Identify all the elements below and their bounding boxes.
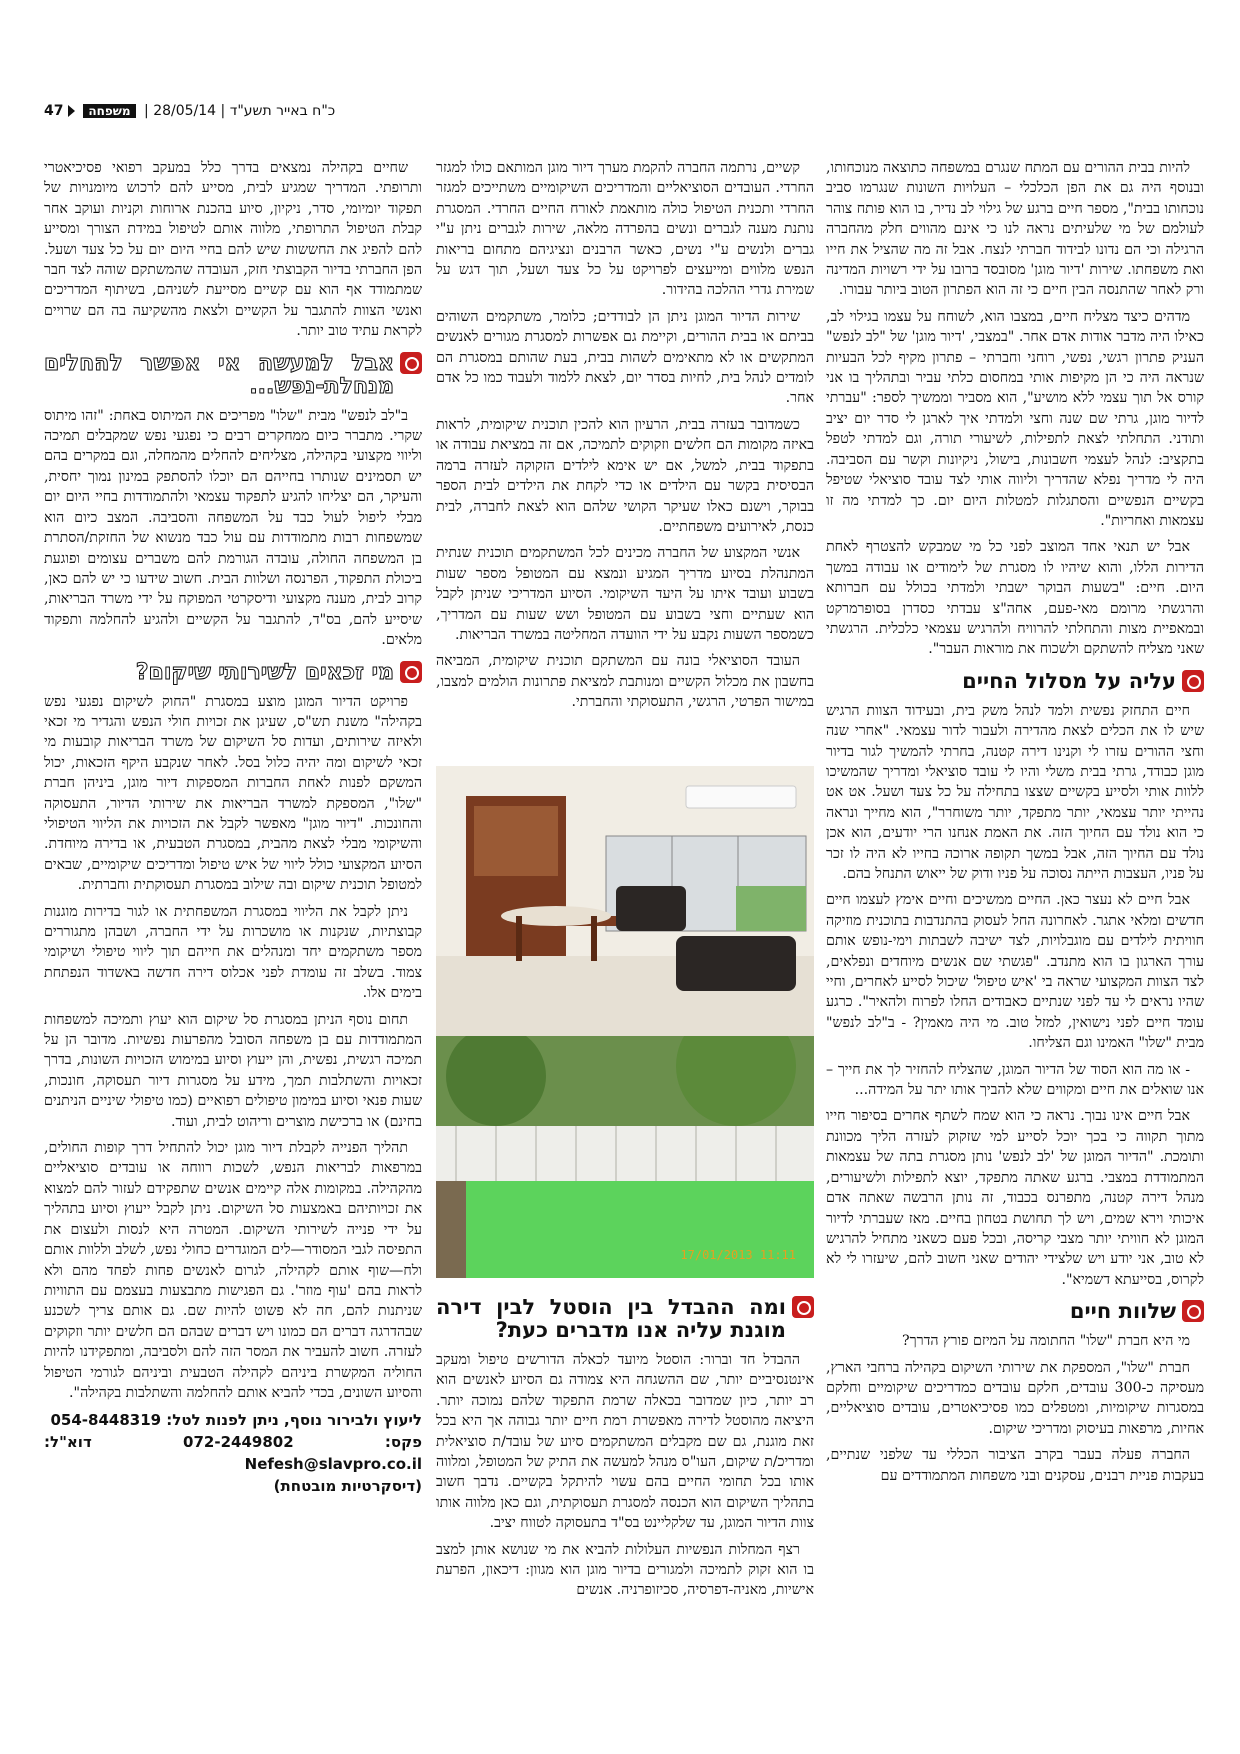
column-middle-bottom bbox=[436, 1286, 814, 1706]
page-number: 47 bbox=[44, 103, 64, 119]
column-middle bbox=[436, 158, 814, 758]
photo-date-stamp: 17/01/2013 11:11 bbox=[680, 1248, 796, 1262]
paragraph: ההבדל חד וברור: הוסטל מיועד לכאלה הדורשים טיפול ומעקב אינטנסיביים יותר, שם ההשגחה היא צמודה גם הסיוע לאנשים הוא רב יותר, כיון שמדובר בכאלה שרמת התפקוד שלהם נמוכה יותר. היציאה מהוסטל לדירה מאפשרת רמת חיים יותר גבוהה אך היא בכל זאת מוגנת, גם שם מקבלים המשתקמים סיוע של עובד/ת סוציאלית ומדריכ/ת שיקום, העו"ס מנהל למעשה את התיק של המטופל, ומלווה אותו בכל תחומי החיים בהם עשוי להיתקל בקשיים. נדבך חשוב בתהליך השיקום הוא הכנסה למסגרת תעסוקתית, וגם כאן מלווה אותו צוות הדיור המוגן, עד שלקליינט בס"ד בתעסוקה לטווח יציב. bbox=[436, 1352, 814, 1532]
page-header: 47 משפחה | 28/05/14 | כ"ח באייר תשע"ד bbox=[44, 103, 336, 119]
paragraph: מדהים כיצד מצליח חיים, במצבו הוא, לשוחח על עצמו בגילוי לב, כאילו היה מדבר אודות אדם אחר. "במצבי, 'דיור מוגן' של "לב לנפש" העניק פתרון רגשי, נפשי, רוחני וחברתי – פתרון מקיף לכל הבעיות שנראה היה כי הן מקיפות אותי במחסום כלתי עביר ובתהליך בו אני קורס אל תוך עצמי ללא מושיע", הוא מסביר וממשיך לספר: "עברתי לדיור מוגן, גרתי שם שנה וחצי ולמדתי איך לארגן לי סדר יום יציב ותודני. התחלתי לצאת לתפילות, לשיעורי תורה, וגם למדתי לטפל בתקציב: לנהל לעצמי חשבונות, בישול, ניקיונות וקשר עם הסביבה. היה לי מדריך נפלא שהדריך וליווה אותי לצד עובד סוציאלי שטיפל בקשיים הנפשיים והסתגלות למטלות היום יום. כך למדתי מה זו עצמאות ואחריות". bbox=[826, 308, 1204, 529]
paragraph: - או מה הוא הסוד של הדיור המוגן, שהצליח להחזיר לך את חייך – אנו שואלים את חיים ומקווים שלא להביך אותו יתר על המידה... bbox=[826, 1061, 1204, 1099]
paragraph: אבל יש תנאי אחד המוצב לפני כל מי שמבקש להצטרף לאחת הדירות הללו, והוא שיהיו לו מסגרת של לימודים או עבודה במשך היום. חיים: "בשעות הבוקר ישבתי ולמדתי בכולל עם חברותא והרגשתי מרומם מאי-פעם, אחה"צ עבדתי כסדרן בסופרמרקט ובמאפיית מצות והתחלתי להרוויח ולהרגיש עצמאי כלכלית. הרגשתי שאני מצליח להשתקם ולשכוח את מוראות העבר". bbox=[826, 539, 1204, 658]
heading-logo-icon bbox=[1182, 1300, 1204, 1322]
column-right bbox=[826, 158, 1204, 1718]
heading-logo-icon bbox=[400, 352, 422, 374]
paragraph: תהליך הפנייה לקבלת דיור מוגן יכול להתחיל דרך קופות החולים, במרפאות לבריאות הנפש, לשכות רווחה או עובדים סוציאליים מהקהילה. במקומות אלה קיימים אנשים שתפקידם לעזור להם למצוא את זכויותיהם באמצעות סל השיקום. ניתן לקבל ייעוץ וסיוע בתהליך על ידי פנייה לשירותי השיקום. המטרה היא לנסות ולעצום את התפיסה לגבי המסודר—לים המוגדרים כחולי נפש, לשלב וללוות אותם ולח—שוף אותם לקהילה, לגרום לאנשים פחות לפחד מהם ולא לראות בהם 'עוף מוזר'. גם הפגישות מתבצעות בעצמם עם התוויות שניתנות להם, חה לא פשוט להיות שם. גם אותם צריך לשכנע שבהדרגה דברים הם כמונו ויש דברים שבהם הם חלשים יותר וזקוקים לעזרה. חשוב להעביר את המסר הזה להם ולסביבה, ומתפקידנו להיות החוליה המקשרת ביניהם לקהילה הטבעית וביניהם לגורמי הטיפול והסיוע השונים, בכדי להביא אותם להחלמה והשתלבות בקהילה". bbox=[44, 1140, 422, 1401]
date-gregorian: 28/05/14 bbox=[153, 103, 217, 119]
contact-phone[interactable]: ליעוץ ולבירור נוסף, ניתן לפנות לטל: 054-8448319 bbox=[50, 1411, 422, 1430]
paragraph: להיות בבית ההורים עם המתח שנגרם במשפחה כתוצאה מנוכחותו, ובנוסף היה גם את הפן הכלכלי – העלויות השונות שנגרמו סביב נוכחותו בבית", מספר חיים ברגע של גילוי לב נדיר, בו הוא פותח צוהר לעולמם של מי שלעיתים נראה לנו כי אינם מהווים חלק מהחברה הרגילה וכי הם נדונו לבידוד חברתי לנצח. אבל זה מה שהציל את חייו ואת משפחתו. שירות 'דיור מוגן' מסובסד ברובו על ידי רשויות המדינה ורק לאחר שהתנסה הבין חיים כי זה הוא הפתרון הטוב ביותר עבורו. bbox=[826, 160, 1204, 299]
date-hebrew: כ"ח באייר תשע"ד bbox=[229, 103, 336, 119]
paragraph: ניתן לקבל את הליווי במסגרת המשפחתית או לגור בדירות מוגנות קבוצתיות, שנקנות או מושכרות על ידי החברה, ושבהן מתגוררים מספר משתקמים יחד ומנהלים את חייהם תוך ליווי טיפולי ושיקומי צמוד. בשלב זה עומדת לפני אכלוס דירה חדשה באשדוד הנפתחת בימים אלו. bbox=[44, 903, 422, 1002]
paragraph: חיים התחזק נפשית ולמד לנהל משק בית, ובעידוד הצוות הרגיש שיש לו את הכלים לצאת מהדירה ולעבור לדור עצמאי. "אחרי שנה וחצי ההורים עזרו לי וקנינו דירה קטנה, בחרתי להמשיך לגור בדיור מוגן כבודד, גרתי בבית משלי והיו לי עובד סוציאלי ומדריך שהמשיכו ללוות אותי ולסייע בקשיים שצצו בתחילה על כל צעד ושעל. אט אט נהייתי יותר עצמאי, יותר מתפקד, יותר משוחרר", הוא מחייך ונראה כי הוא נולד עם החיוך הזה. את האמת אנחנו הרי יודעים, הוא אכן נולד עם החיוך הזה, אבל במשך תקופה ארוכה בחייו לא היה לו זכר על פניו, העצבות הייתה נסוכה על פניו ודוק של ייאוש התנחל בהם. bbox=[826, 702, 1204, 882]
contact-box bbox=[44, 1409, 422, 1497]
living-room-illustration bbox=[436, 766, 814, 1046]
section-heading: שלוות חיים bbox=[826, 1300, 1204, 1323]
column-left bbox=[44, 158, 422, 1718]
paragraph: אבל חיים אינו נבוך. נראה כי הוא שמח לשתף אחרים בסיפור חייו מתוך תקווה כי בכך יוכל לסייע למי שזקוק לעזרה הליך מכוונת ותומכת. "הדיור המוגן של 'לב לנפש' נותן מסגרת בתה של עצמאות המתמודדת במצבי. ברגע שאתה מתפקד, יוצא לתפילות ולשיעורים, מנהל דירה קטנה, מתפרנס בכבוד, זה נותן הרבשה שאתה אדם איכותי וירא שמים, ויש לך תחושת בטחון בחיים. מאז שעברתי לדיור המוגן לא חוויתי יותר מצבי קריסה, ובכל פעם כשאני מתחיל להרגיש לא טוב, אני יודע ויש שלצידי יהודים שאני חשוב להם, שיעזרו לי לא לקרוס, בסייעתא דשמיא". bbox=[826, 1108, 1204, 1288]
paragraph: חברת "שלו", המספקת את שירותי השיקום בקהילה ברחבי הארץ, מעסיקה כ-300 עובדים, חלקם עובדים כמדריכים שיקומיים וחלקם במסגרות שיקומיות, ומטפלים כמו פסיכיאטרים, עובדים סוציאליים, אחיות, מרפאות בעיסוק ומדריכי שיקום. bbox=[826, 1359, 1204, 1437]
paragraph: שירות הדיור המוגן ניתן הן לבודדים; כלומר, משתקמים השוהים בביתם או בבית ההורים, וקיימת גם אפשרות למסגרת מגורים לאנשים המתקשים או לא מתאימים לשהות בבית, בעת שהותם במסגרת הם לומדים לנהל בית, לחיות בסדר יום, לצאת ללמוד ולעבוד כמו כל אדם אחר. bbox=[436, 308, 814, 407]
paragraph: רצף המחלות הנפשיות העלולות להביא את מי שנושא אותן למצב בו הוא זקוק לתמיכה ולמגורים בדיור מוגן הוא מגוון: דיכאון, הפרעת אישיות, מאניה-דפרסיה, סכיזופרניה. אנשים bbox=[436, 1541, 814, 1599]
section-heading: עליה על מסלול החיים bbox=[826, 670, 1204, 693]
paragraph: כשמדובר בעזרה בבית, הרעיון הוא להכין תוכנית שיקומית, לראות באיזה מקומות הם חלשים וזקוקים לתמיכה, אם זה במציאת עבודה או בתפקוד בבית, למשל, אם יש אימא לילדים הזקוקה לעזרה ברמה הבסיסית בקשר עם הילדים או כדי לקחת את הילדים לבית הספר בבוקר, וישנם כאלו שעיקר הקושי שלהם הוא לצאת לחברה, לבית כנסת, לאירועים משפחתיים. bbox=[436, 416, 814, 535]
heading-logo-icon bbox=[1182, 670, 1204, 692]
paragraph: החברה פעלה בעבר בקרב הציבור הכללי עד שלפני שנתיים, בעקבות פניית רבנים, עסקנים ובני משפחות המתמודדים עם bbox=[826, 1447, 1204, 1484]
contact-discretion: (דיסקרטיות מובטחת) bbox=[273, 1477, 422, 1496]
contact-fax-email[interactable]: פקס: 072-2449802 דוא"ל: Nefesh@slavpro.co.il bbox=[44, 1433, 422, 1474]
garden-illustration bbox=[436, 1036, 814, 1278]
paragraph: קשיים, נרתמה החברה להקמת מערך דיור מוגן המותאם כולו למגזר החרדי. העובדים הסוציאליים והמדריכים השיקומיים משתייכים למגזר החרדי ותכנית הטיפול כולה מותאמת לאורח החיים החרדי. המסגרת נותנת מענה לגברים ונשים בהפרדה מלאה, שירות לגברים ניתן ע"י גברים ולנשים ע"י נשים, כאשר הרבנים ונציגיהם מתחום בריאות הנפש מלווים ומייעצים לפרויקט על כל צעד ושעל, תוך דגש על שמירת גדרי ההלכה בהידור. bbox=[436, 160, 814, 299]
paragraph: אבל חיים לא נעצר כאן. החיים ממשיכים וחיים אימץ לעצמו חיים חדשים ומלאי אתגר. לאחרונה החל לעסוק בהתנדבות בתוכנית מוזיקה חוויתית לילדים עם מוגבלויות, לצד ישיבה לשבתות וימי-נופש אותם עורך הארגון בו הוא מתנדב. "פגשתי שם אנשים מיוחדים ונפלאים, לצד הצוות המקצועי שראה בי 'איש טיפול' שיכול לסייע לאחרים, וחיי שהיו נראים לי עד לפני שנתיים כאבודים החלו לפרוח ולהאיר". כרגע עומד חיים לפני נישואין, למזל טוב. מי היה מאמין? - ב"לב לנפש" מבית "שלו" האמינו וגם הצליחו. bbox=[826, 892, 1204, 1052]
question: מי היא חברת "שלו" החתומה על המיזם פורץ הדרך? bbox=[902, 1333, 1190, 1350]
paragraph: פרויקט הדיור המוגן מוצע במסגרת "החוק לשיקום נפגעי נפש בקהילה" משנת תש"ס, שעיגן את זכויות חולי הנפש והגדיר מי זכאי ולאיזה שירותים, ועדות סל השיקום של משרד הבריאות קובעות מי זכאי לשיקום ומה יהיה כלול בסל. לאחר שנקבע היקף הזכאות, יכול המשקם לפנות לאחת החברות המספקות דיור מוגן, ביניהן חברת "שלו", המספקת למשרד הבריאות את שירותי הדיור, התעסוקה והחונכות. "דיור מוגן" מאפשר לקבל את הזכויות את הליווי הטיפולי והשיקומי מבלי לצאת מהבית, במסגרת הטבעית, או בדירה מיוחדת. הסיוע המקצועי כולל ליווי של איש טיפול ומדריכים שיקומיים, שבאים למטופל תוכנית שיקום ובה שילוב במסגרת תעסוקתית וחברתית. bbox=[44, 693, 422, 894]
photo-living-room bbox=[436, 766, 814, 1046]
section-heading: ומה ההבדל בין הוסטל לבין דירה מוגנת עליה אנו מדברים כעת? bbox=[436, 1296, 814, 1342]
paragraph: שחיים בקהילה נמצאים בדרך כלל במעקב רפואי פסיכיאטרי ותרופתי. המדריך שמגיע לבית, מסייע להם לרכוש מיומנויות של תפקוד יומיומי, סדר, ניקיון, סיוע בהכנת ארוחות וקניות ועוקב אחר קבלת הטיפול התרופתי, מלווה אותם לטיפול במידת הצורך ומסייע להם להפיג את החששות שיש להם בחיי היום יום על כל צעד ושעל. הפן החברתי בדיור הקבוצתי חזק, העובדה שהמשתקם שוהה לצד חבר שמתמודד אף הוא עם קשיים מסייעת לשניהם, בשיתוף המדריכים ואנשי הצוות להתגבר על הקשיים ולצאת מהשקיעה בה הם שרויים לקראת עתיד טוב יותר. bbox=[44, 160, 422, 340]
section-heading: אבל למעשה אי אפשר להחלים מנחלת-נפש... bbox=[44, 352, 422, 398]
photo-garden bbox=[436, 1036, 814, 1278]
paragraph: תחום נוסף הניתן במסגרת סל שיקום הוא יעוץ ותמיכה למשפחות המתמודדות עם בן משפחה הסובל מהפרעות נפשיות. מדובר הן על תמיכה רגשית, נפשית, והן ייעוץ וסיוע במימוש הזכויות השונות, בדרך זכאויות והשתלבות תמך, מידע על מסגרות דיור תעסוקה, חונכות, שעות פנאי וסיוע במימון טיפולים רפואיים (כמו טיפולי שיניים הניתנים בחינם) או ברכישת מוצרים וריהוט לבית, ועוד. bbox=[44, 1011, 422, 1130]
paragraph: ב"לב לנפש" מבית "שלו" מפריכים את המיתוס באחת: "זהו מיתוס שקרי. מתברר כיום ממחקרים רבים כי נפגעי נפש שמקבלים תמיכה וליווי מקצועי בקהילה, מצליחים להחלים מהמחלה, וגם במקרים בהם יש תסמינים שנותרו בחייהם הם יוכלו להסתפק במינון נמוך יחסית, והעיקר, הם יצליחו להגיע לתפקוד עצמאי ולהתמודדות בחיי היום יום מבלי ליפול לעול כבד על המשפחה והסביבה. המצב כיום הוא שמשפחות רבות מתמודדות עם עול כבד מנשוא של החזקת/הסתרת בן המשפחה החולה, עובדה הגורמת להם משברים עצומים ופוגעת ביכולת התפקוד, הפרנסה ושלוות הבית. חשוב שידעו כי יש להם כאן, קרוב לבית, מענה מקצועי ודיסקרטי המפוקח על ידי משרד הבריאות, שיסייע להם, בס"ד, להתגבר על הקשיים ולהגיע להחלמה ותפקוד מלאים. bbox=[44, 407, 422, 649]
paragraph: העובד הסוציאלי בונה עם המשתקם תוכנית שיקומית, המביאה בחשבון את מכלול הקשיים ומנותבת למציאת פתרונות הולמים למצבו, במישור הפרטי, הרגשי, התעסוקתי והחברתי. bbox=[436, 653, 814, 711]
heading-logo-icon bbox=[792, 1296, 814, 1318]
section-heading: מי זכאים לשירותי שיקום? bbox=[44, 661, 422, 684]
magazine-brand: משפחה bbox=[83, 104, 135, 118]
arrow-icon bbox=[68, 105, 75, 117]
heading-logo-icon bbox=[400, 661, 422, 683]
paragraph: אנשי המקצוע של החברה מכינים לכל המשתקמים תוכנית שנתית המתנהלת בסיוע מדריך המגיע ונמצא עם המטופל מספר שעות בשבוע ועובד איתו על היעד השיקומי. הסיוע המדריכי שניתן לקבל הוא שעתיים וחצי בשבוע עם המטופל ושש שעות עם המדריך, כשמספר השעות נקבע על ידי הוועדה המחליטה במשרד הבריאות. bbox=[436, 545, 814, 643]
